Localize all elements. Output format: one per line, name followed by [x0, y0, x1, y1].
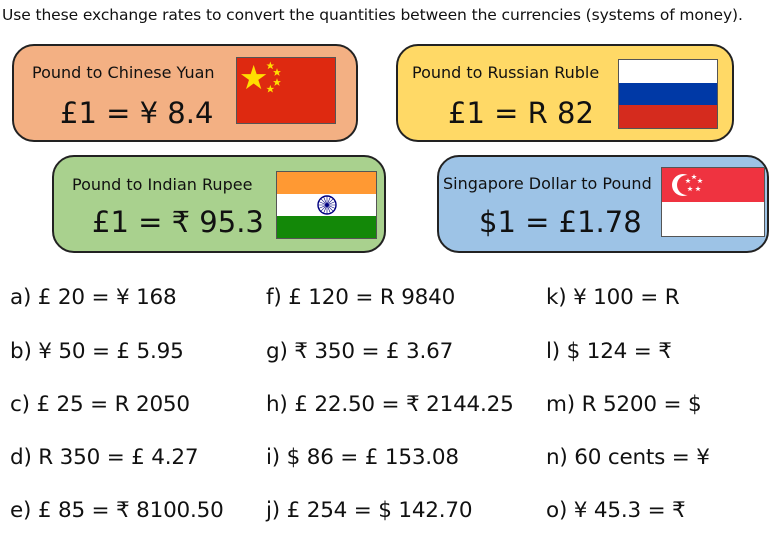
card-pound-to-ruble	[396, 44, 734, 142]
question-d: d) R 350 = £ 4.27	[10, 445, 199, 470]
card-rate: £1 = ¥ 8.4	[60, 96, 214, 130]
question-o: o) ¥ 45.3 = ₹	[546, 498, 686, 523]
question-b: b) ¥ 50 = £ 5.95	[10, 339, 184, 364]
card-caption: Pound to Indian Rupee	[72, 175, 253, 194]
card-caption: Pound to Chinese Yuan	[32, 63, 215, 82]
question-c: c) £ 25 = R 2050	[10, 392, 190, 417]
india-flag-icon	[276, 171, 377, 239]
question-a: a) £ 20 = ¥ 168	[10, 285, 177, 310]
singapore-flag-icon	[661, 167, 765, 237]
question-k: k) ¥ 100 = R	[546, 285, 680, 310]
question-f: f) £ 120 = R 9840	[266, 285, 456, 310]
question-e: e) £ 85 = ₹ 8100.50	[10, 498, 224, 523]
card-pound-to-rupee	[52, 155, 386, 253]
card-caption: Singapore Dollar to Pound	[443, 174, 652, 193]
question-m: m) R 5200 = $	[546, 392, 702, 417]
card-pound-to-yuan	[12, 44, 358, 142]
russia-flag-icon	[618, 59, 718, 129]
question-g: g) ₹ 350 = £ 3.67	[266, 339, 454, 364]
card-sgd-to-pound	[437, 155, 769, 253]
card-rate: $1 = £1.78	[479, 205, 642, 239]
question-n: n) 60 cents = ¥	[546, 445, 710, 470]
question-l: l) $ 124 = ₹	[546, 339, 672, 364]
question-i: i) $ 86 = £ 153.08	[266, 445, 459, 470]
question-j: j) £ 254 = $ 142.70	[266, 498, 473, 523]
card-rate: £1 = ₹ 95.3	[92, 205, 264, 239]
question-h: h) £ 22.50 = ₹ 2144.25	[266, 392, 514, 417]
card-caption: Pound to Russian Ruble	[412, 63, 600, 82]
china-flag-icon	[236, 57, 336, 124]
card-rate: £1 = R 82	[448, 96, 594, 130]
instruction-text: Use these exchange rates to convert the quantities between the currencies (systems of money).	[2, 6, 743, 24]
